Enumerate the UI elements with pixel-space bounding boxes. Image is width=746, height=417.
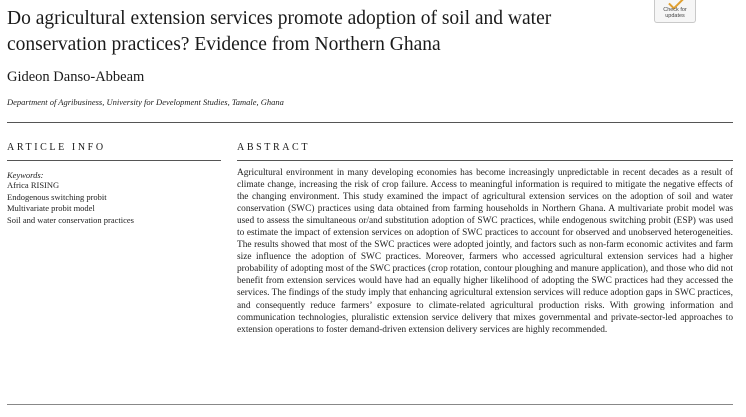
- paper-title: Do agricultural extension services promote adoption of soil and water conservation practices? Evidence from Northern Ghana: [7, 8, 552, 55]
- keyword-item: Soil and water conservation practices: [7, 214, 134, 225]
- keywords-list: [7, 180, 134, 226]
- author-affiliation: Department of Agribusiness, University for Development Studies, Tamale, Ghana: [7, 97, 284, 107]
- top-divider: [7, 122, 733, 123]
- article-info-heading: ARTICLE INFO: [7, 142, 106, 153]
- keyword-item: Endogenous switching probit: [7, 191, 107, 202]
- abstract-heading: ABSTRACT: [237, 142, 311, 153]
- badge-label-line1: Check for: [663, 7, 687, 13]
- keyword-item: Africa RISING: [7, 180, 60, 190]
- keyword-item: Multivariate probit model: [7, 203, 95, 213]
- author-name: Gideon Danso-Abbeam: [7, 69, 145, 85]
- abstract-text: Agricultural environment in many developing economies has become increasingly unpredictable in recent decades as a result of climate change, increasing the risk of crop failure. Access to meaningful information is required to mitigate the negative effects of the changing environment. This study examined the impact of agricultural extension services on the adoption of soil and water conservation (SWC) practices using data obtained from farming households in Northern Ghana. A multivariate probit model was used to assess the simultaneous or/and substitution adoption of SWC practices, while endogenous switching probit (ESP) was used to estimate the impact of extension services on adoption of SWC practices to account for observed and unobserved heterogeneities. The results showed that most of the SWC practices were adopted jointly, and factors such as non-farm economic activites and farm size influence the adoption of SWC practices. Moreover, farmers who accessed agricultural extension services had a higher probability of adopting most of the SWC practices (crop rotation, contour ploughing and manure application), and those who did not benefit from extension services would have had an equally higher likelihood of adopting the SWC practices had they accessed the services. The findings of the study imply that enhancing agricultural extension services will reduce adoption gaps in SWC practices, and consequently reduce farmers’ exposure to climate-related agricultural production risks. With growing information and communication technologies, pluralistic extension service delivery that mixes governmental and private-sector-led approaches to extension operations to foster demand-driven extension delivery services are highly recommended.: [237, 168, 733, 335]
- check-for-updates-badge[interactable]: [654, 0, 696, 23]
- abstract-divider: [237, 160, 733, 161]
- badge-label-line2: updates: [665, 13, 685, 19]
- bottom-divider: [7, 404, 733, 405]
- article-info-divider: [7, 160, 221, 161]
- keywords-label: Keywords:: [7, 170, 44, 180]
